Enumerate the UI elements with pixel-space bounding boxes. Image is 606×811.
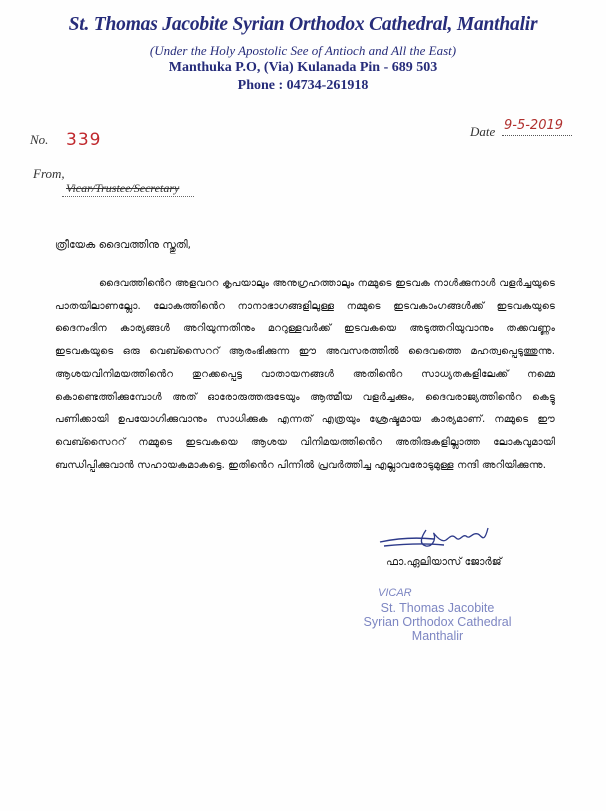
from-label: From, [33, 166, 65, 181]
letter-number: 339 [66, 130, 102, 150]
stamp-line-3: Syrian Orthodox Cathedral [363, 615, 512, 629]
date-dotted-line [502, 135, 572, 136]
date-label: Date [470, 124, 496, 139]
stamp-line-2: St. Thomas Jacobite [380, 601, 495, 615]
letter-date: 9-5-2019 [504, 118, 564, 133]
number-label: No. [30, 132, 49, 147]
letterhead-address: Manthuka P.O, (Via) Kulanada Pin - 689 503 [168, 60, 438, 75]
letter-body: ദൈവത്തിൻെറ അളവററ കൃപയാലും അനുഗ്രഹത്താലും നമ്മുടെ ഇടവക നാൾക്കുനാൾ വളർച്ചയുടെ പാതയിലാണല്ലോ. ലോകത്തിൻെറ നാനാഭാഗങ്ങളിലുള്ള നമ്മുടെ ഇടവകാംഗങ്ങൾക്ക് ഇടവകയുടെ ദൈനംദിന കാര്യങ്ങൾ അറിയുന്നതിനും മററുള്ളവർക്ക് ഇടവകയെ അടുത്തറിയുവാനും തക്കവണ്ണം ഇടവകയുടെ ഒരു വെബ്സൈററ് ആരംഭിക്കുന്ന ഈ അവസരത്തിൽ ദൈവത്തെ മഹത്വപ്പെടുത്തുന്നു. ആശയവിനിമയത്തിൻെറ തുറക്കപ്പെട്ട വാതായനങ്ങൾ അതിൻെറ സാധ്യതകളിലേക്ക് നമ്മെ കൊണ്ടെത്തിക്കുമ്പോൾ അത് ഓരോരുത്തരുടേയും ആത്മീയ വളർച്ചക്കും, ദൈവരാജ്യത്തിൻെറ കെട്ടു പണിക്കായി ഉപയോഗിക്കുവാനും സാധിക്കുക എന്നത് എത്രയും ശ്രേഷ്ടമായ കാര്യമാണ്. നമ്മുടെ ഈ വെബ്സൈററ് നമ്മുടെ ഇടവകയെ ആശയ വിനിമയത്തിൻെറ അതിരുകളില്ലാത്ത ലോകവുമായി ബന്ധിപ്പിക്കുവാൻ സഹായകമാകട്ടെ. ഇതിൻെറ പിന്നിൽ പ്രവർത്തിച്ച എല്ലാവരോടുമുള്ള നന്ദി അറിയിക്കുന്നു. [55, 278, 555, 471]
signer-name: ഫാ.ഏലിയാസ് ജോർജ് [386, 556, 502, 568]
role-dotted-line [62, 196, 194, 197]
stamp-line-4: Manthalir [411, 629, 464, 643]
stamp-title: VICAR [378, 587, 412, 599]
from-role: Vicar/Trustee/Secretary [66, 181, 180, 195]
letterhead-subtitle: (Under the Holy Apostolic See of Antioch and All the East) [149, 43, 457, 58]
letterhead-phone: Phone : 04734-261918 [237, 78, 369, 93]
handwritten-signature [374, 522, 504, 556]
letterhead-title: St. Thomas Jacobite Syrian Orthodox Cathedral, Manthalir [68, 14, 538, 35]
letter-greeting: ത്രീയേക ദൈവത്തിനു സ്തുതി, [55, 239, 192, 251]
